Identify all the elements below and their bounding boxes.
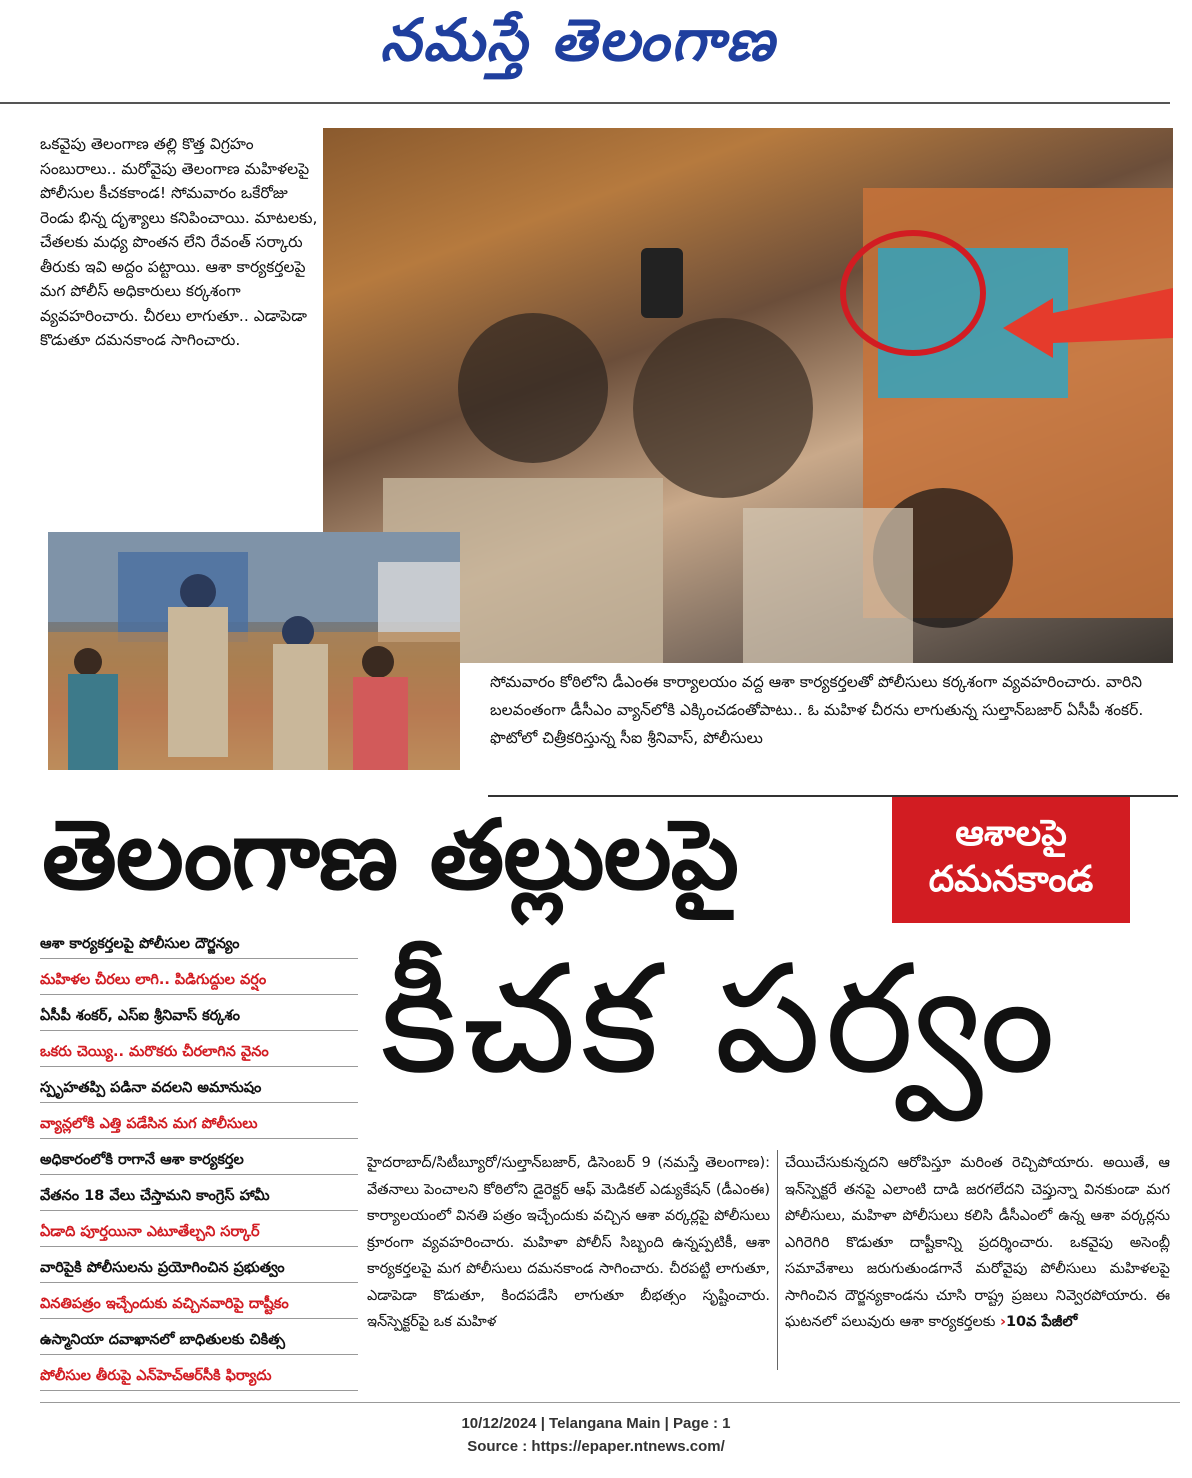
highlight-item: మహిళల చీరలు లాగి.. పిడిగుద్దుల వర్షం (40, 966, 358, 995)
newspaper-logo: నమస్తే తెలంగాణ (380, 6, 776, 74)
highlight-item: ఆశా కార్యకర్తలపై పోలీసుల దౌర్జన్యం (40, 930, 358, 959)
lead-paragraph: ఒకవైపు తెలంగాణ తల్లి కొత్త విగ్రహం సంబురాలు.. మరోవైపు తెలంగాణ మహిళలపై పోలీసుల కీచకకాండ! సోమవారం ఒకేరోజు రెండు భిన్న దృశ్యాలు కనిపించాయి. మాటలకు, చేతలకు మధ్య పొంతన లేని రేవంత్ సర్కారు తీరుకు ఇవి అద్దం పట్టాయి. ఆశా కార్యకర్తలపై మగ పోలీస్ అధికారులు కర్కశంగా వ్యవహరించారు. చీరలు లాగుతూ.. ఎడాపెడా కొడుతూ దమనకాండ సాగించారు. (40, 135, 318, 349)
highlight-item: ఉస్మానియా దవాఖానలో బాధితులకు చికిత్స (40, 1326, 358, 1355)
red-label-line-1: ఆశాలపై (955, 813, 1067, 854)
headline-line-2: కీచక పర్వం (380, 933, 1060, 1107)
highlights-list (40, 930, 358, 1398)
red-label-line-2: దమనకాండ (928, 859, 1094, 900)
page-footer (0, 1412, 1192, 1458)
masthead-divider (0, 102, 1170, 104)
lead-paragraph-column (40, 132, 320, 353)
highlight-item: స్పృహతప్పి పడినా వదలని అమానుషం (40, 1074, 358, 1103)
footer-divider (40, 1402, 1180, 1403)
column-divider (777, 1150, 778, 1370)
highlight-item: వేతనం 18 వేలు చేస్తామని కాంగ్రెస్ హామీ (40, 1182, 358, 1211)
highlight-item: ఒకరు చెయ్యి.. మరొకరు చీరలాగిన వైనం (40, 1038, 358, 1067)
masthead (0, 0, 1192, 100)
article-body-column-left (367, 1150, 770, 1336)
highlight-item: ఏసీపీ శంకర్, ఎస్‌ఐ శ్రీనివాస్ కర్కశం (40, 1002, 358, 1031)
article-body-text (785, 1150, 1170, 1336)
article-body-text: హైదరాబాద్/సిటీబ్యూరో/సుల్తాన్‌బజార్, డిసెంబర్ 9 (నమస్తే తెలంగాణ): వేతనాలు పెంచాలని కోఠిలోని డైరెక్టర్ ఆఫ్ మెడికల్ ఎడ్యుకేషన్ (డీఎంఈ) కార్యాలయంలో వినతి పత్రం ఇచ్చేందుకు వచ్చిన ఆశా వర్కర్లపై పోలీసులు క్రూరంగా వ్యవహరించారు. మహిళా పోలీస్ సిబ్బంది ఉన్నప్పటికీ, ఆశా కార్యకర్తలపై మగ పోలీసులు దమనకాండ సాగించారు. చీరపట్టి లాగుతూ, ఎడాపెడా కొడుతూ, కిందపడేసి లాగుతూ బీభత్సం సృష్టించారు. ఇన్‌స్పెక్టర్‌పై ఒక మహిళ (367, 1155, 770, 1330)
highlight-item: పోలీసుల తీరుపై ఎన్‌హెచ్‌ఆర్‌సీకి ఫిర్యాదు (40, 1362, 358, 1391)
highlight-item: అధికారంలోకి రాగానే ఆశా కార్యకర్తల (40, 1146, 358, 1175)
jump-arrow-icon: › (999, 1314, 1006, 1330)
footer-edition-info: 10/12/2024 | Telangana Main | Page : 1 (461, 1415, 731, 1432)
footer-source-link[interactable]: Source : https://epaper.ntnews.com/ (467, 1438, 725, 1455)
highlight-item: వారిపైకి పోలీసులను ప్రయోగించిన ప్రభుత్వం (40, 1254, 358, 1283)
article-body-column-right (785, 1150, 1170, 1336)
highlight-item: వ్యాన్లలోకి ఎత్తి పడేసిన మగ పోలీసులు (40, 1110, 358, 1139)
highlight-item: వినతిపత్రం ఇచ్చేందుకు వచ్చినవారిపై దాష్టీకం (40, 1290, 358, 1319)
highlight-item: ఏడాది పూర్తయినా ఎటూతేల్చని సర్కార్ (40, 1218, 358, 1247)
continued-page-link[interactable]: 10వ పేజీలో (1005, 1314, 1078, 1330)
red-label-box (892, 797, 1130, 923)
headline-line-1: తెలంగాణ తల్లులపై (42, 799, 738, 911)
article-body-text-end: చేయిచేసుకున్నదని ఆరోపిస్తూ మరింత రెచ్చిపోయారు. అయితే, ఆ ఇన్‌స్పెక్టరే తనపై ఎలాంటి దాడి జరగలేదని చెప్తున్నా వినకుండా మగ పోలీసులు, మహిళా పోలీసులు కలిసి డీసీఎంలో ఉన్న ఆశా వర్కర్లను ఎగిరెగిరి కొడుతూ దాష్టీకాన్ని ప్రదర్శించారు. ఒకవైపు అసెంబ్లీ సమావేశాలు జరుగుతుండగానే మరోవైపు పోలీసులు మహిళలపై సాగించిన దౌర్జన్యకాండను చూసి రాష్ట్ర ప్రజలు నివ్వెరపోయారు. ఈ ఘటనలో పలువురు ఆశా కార్యకర్తలకు (785, 1155, 1170, 1330)
photo-caption: సోమవారం కోఠిలోని డీఎంఈ కార్యాలయం వద్ద ఆశా కార్యకర్తలతో పోలీసులు కర్కశంగా వ్యవహరించారు. వారిని బలవంతంగా డీసీఎం వ్యాన్‌లోకి ఎక్కించడంతోపాటు.. ఓ మహిళ చీరను లాగుతున్న సుల్తాన్‌బజార్ ఏసీపీ శంకర్. ఫొటోలో చిత్రీకరిస్తున్న సీఐ శ్రీనివాస్, పోలీసులు (490, 673, 1144, 747)
secondary-photo-illustration (48, 532, 460, 770)
secondary-news-photo (48, 532, 460, 770)
